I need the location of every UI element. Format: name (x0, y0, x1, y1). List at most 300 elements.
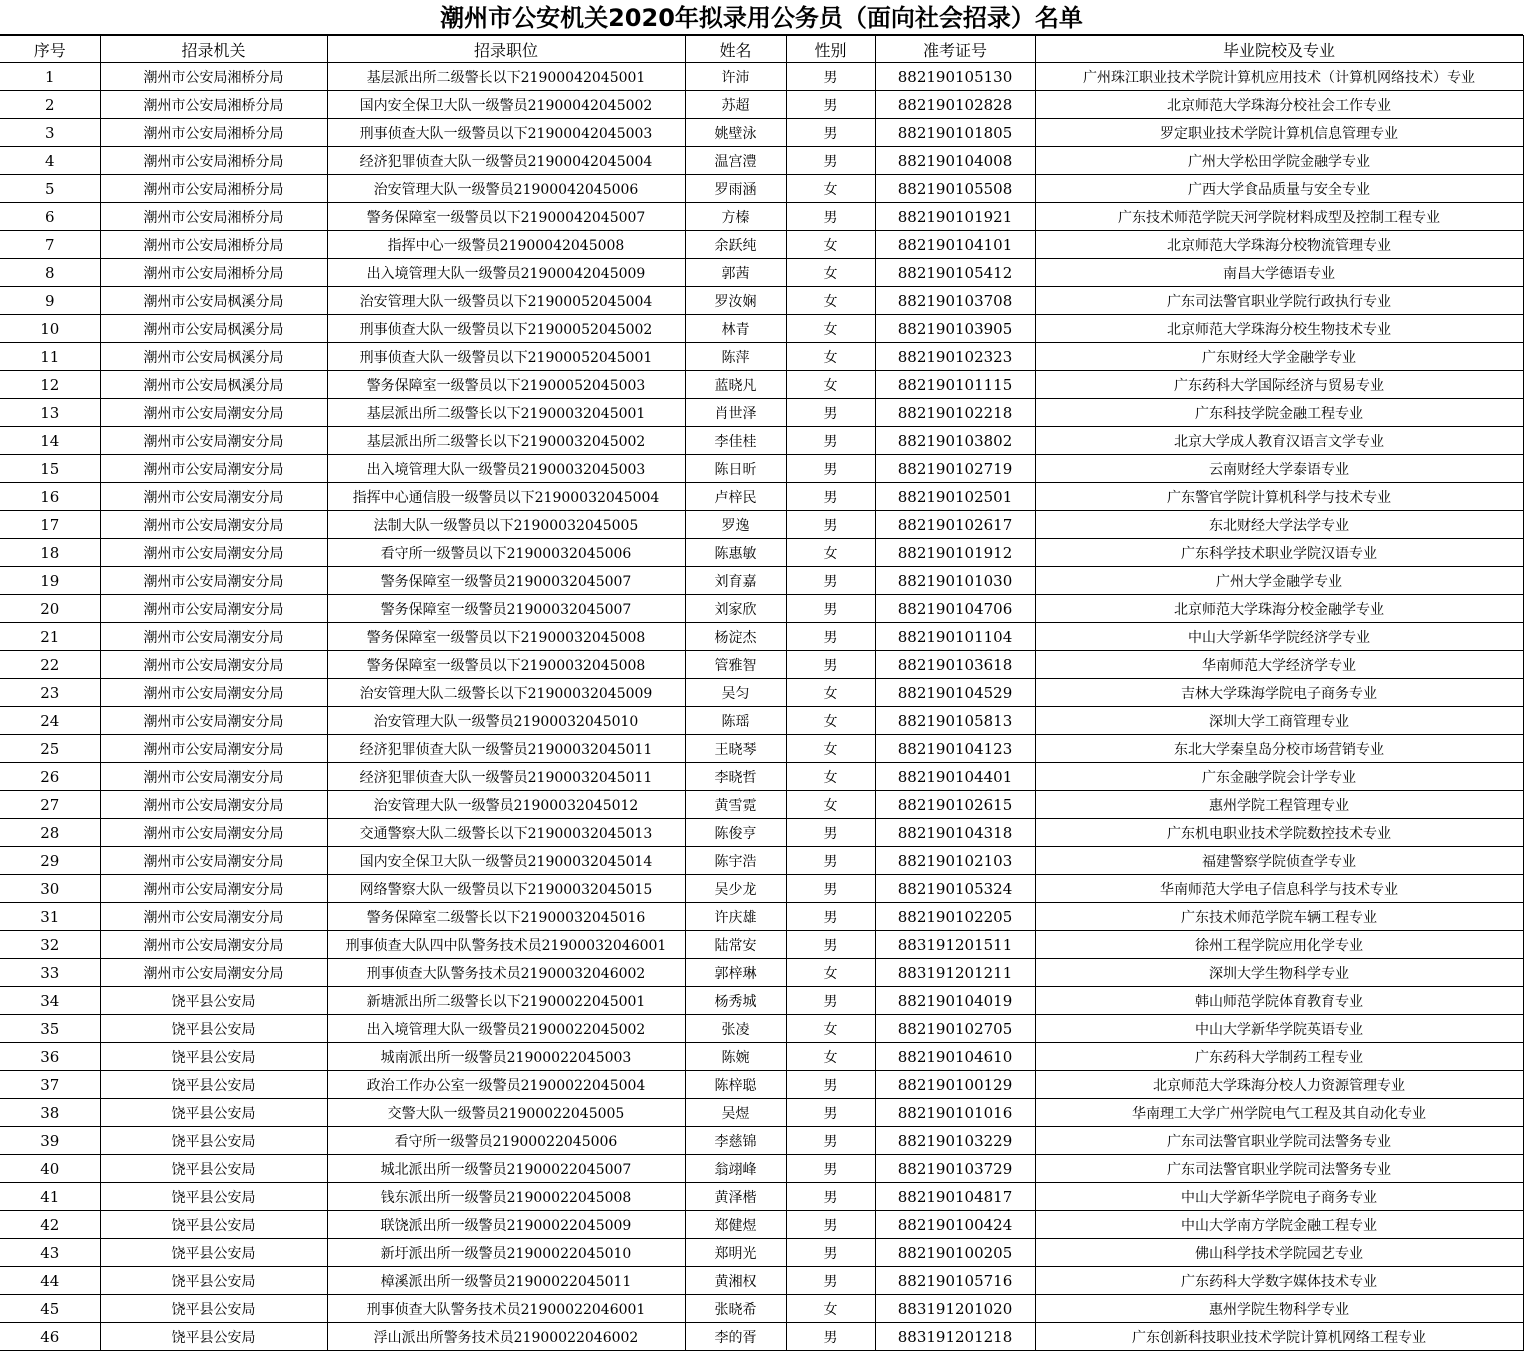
cell-position: 刑事侦查大队一级警员以下21900052045001 (327, 343, 685, 371)
candidate-table (0, 35, 1524, 1351)
cell-school-major: 广东司法警官职业学院司法警务专业 (1035, 1127, 1523, 1155)
cell-school-major: 惠州学院生物科学专业 (1035, 1295, 1523, 1323)
cell-school-major: 福建警察学院侦查学专业 (1035, 847, 1523, 875)
cell-agency: 潮州市公安局潮安分局 (100, 427, 327, 455)
cell-agency: 饶平县公安局 (100, 1099, 327, 1127)
cell-school-major: 广州大学金融学专业 (1035, 567, 1523, 595)
table-row (0, 343, 1523, 371)
table-row (0, 483, 1523, 511)
cell-gender: 男 (786, 819, 875, 847)
cell-position: 钱东派出所一级警员21900022045008 (327, 1183, 685, 1211)
cell-agency: 潮州市公安局潮安分局 (100, 763, 327, 791)
cell-school-major: 韩山师范学院体育教育专业 (1035, 987, 1523, 1015)
cell-exam-no: 882190104123 (875, 735, 1035, 763)
cell-agency: 潮州市公安局潮安分局 (100, 511, 327, 539)
page-title: 潮州市公安机关2020年拟录用公务员（面向社会招录）名单 (0, 0, 1523, 35)
cell-position: 国内安全保卫大队一级警员21900032045014 (327, 847, 685, 875)
cell-name: 林青 (685, 315, 786, 343)
cell-no: 3 (0, 119, 100, 147)
cell-school-major: 广东药科大学数字媒体技术专业 (1035, 1267, 1523, 1295)
cell-position: 治安管理大队一级警员21900032045010 (327, 707, 685, 735)
cell-exam-no: 882190105130 (875, 63, 1035, 91)
cell-gender: 女 (786, 259, 875, 287)
cell-agency: 饶平县公安局 (100, 1295, 327, 1323)
cell-no: 2 (0, 91, 100, 119)
cell-agency: 潮州市公安局潮安分局 (100, 875, 327, 903)
table-row (0, 875, 1523, 903)
cell-agency: 潮州市公安局湘桥分局 (100, 175, 327, 203)
cell-exam-no: 883191201511 (875, 931, 1035, 959)
cell-no: 1 (0, 63, 100, 91)
table-row (0, 1155, 1523, 1183)
table-row (0, 1099, 1523, 1127)
table-row (0, 819, 1523, 847)
cell-no: 31 (0, 903, 100, 931)
cell-agency: 潮州市公安局潮安分局 (100, 791, 327, 819)
cell-school-major: 罗定职业技术学院计算机信息管理专业 (1035, 119, 1523, 147)
cell-gender: 男 (786, 1127, 875, 1155)
cell-exam-no: 882190102501 (875, 483, 1035, 511)
cell-name: 黄雪霓 (685, 791, 786, 819)
cell-position: 刑事侦查大队警务技术员21900022046001 (327, 1295, 685, 1323)
cell-school-major: 中山大学新华学院经济学专业 (1035, 623, 1523, 651)
cell-no: 19 (0, 567, 100, 595)
cell-no: 4 (0, 147, 100, 175)
table-row (0, 791, 1523, 819)
cell-agency: 饶平县公安局 (100, 1211, 327, 1239)
cell-position: 看守所一级警员以下21900032045006 (327, 539, 685, 567)
cell-agency: 潮州市公安局枫溪分局 (100, 315, 327, 343)
cell-school-major: 北京师范大学珠海分校生物技术专业 (1035, 315, 1523, 343)
cell-name: 陈梓聪 (685, 1071, 786, 1099)
cell-position: 警务保障室一级警员以下21900032045008 (327, 651, 685, 679)
table-row (0, 1323, 1523, 1351)
cell-gender: 男 (786, 595, 875, 623)
cell-gender: 男 (786, 1099, 875, 1127)
cell-exam-no: 883191201211 (875, 959, 1035, 987)
table-row (0, 539, 1523, 567)
cell-gender: 女 (786, 343, 875, 371)
cell-position: 刑事侦查大队四中队警务技术员21900032046001 (327, 931, 685, 959)
cell-exam-no: 882190101921 (875, 203, 1035, 231)
cell-school-major: 广东技术师范学院车辆工程专业 (1035, 903, 1523, 931)
cell-school-major: 北京师范大学珠海分校金融学专业 (1035, 595, 1523, 623)
cell-gender: 男 (786, 987, 875, 1015)
cell-school-major: 广东警官学院计算机科学与技术专业 (1035, 483, 1523, 511)
cell-agency: 饶平县公安局 (100, 1155, 327, 1183)
cell-position: 警务保障室一级警员以下21900052045003 (327, 371, 685, 399)
cell-agency: 潮州市公安局潮安分局 (100, 959, 327, 987)
cell-position: 刑事侦查大队一级警员以下21900042045003 (327, 119, 685, 147)
table-row (0, 147, 1523, 175)
cell-position: 交通警察大队二级警长以下21900032045013 (327, 819, 685, 847)
cell-gender: 男 (786, 1071, 875, 1099)
cell-school-major: 中山大学新华学院英语专业 (1035, 1015, 1523, 1043)
cell-exam-no: 882190103708 (875, 287, 1035, 315)
cell-agency: 潮州市公安局潮安分局 (100, 931, 327, 959)
cell-agency: 饶平县公安局 (100, 1015, 327, 1043)
cell-agency: 饶平县公安局 (100, 987, 327, 1015)
header-exam-no: 准考证号 (875, 36, 1035, 63)
cell-exam-no: 882190104318 (875, 819, 1035, 847)
cell-name: 郑健煜 (685, 1211, 786, 1239)
header-school-major: 毕业院校及专业 (1035, 36, 1523, 63)
cell-position: 出入境管理大队一级警员21900032045003 (327, 455, 685, 483)
cell-position: 警务保障室一级警员21900032045007 (327, 567, 685, 595)
cell-position: 出入境管理大队一级警员21900042045009 (327, 259, 685, 287)
cell-name: 李晓哲 (685, 763, 786, 791)
cell-no: 13 (0, 399, 100, 427)
table-row (0, 735, 1523, 763)
cell-name: 杨淀杰 (685, 623, 786, 651)
cell-school-major: 广东科学技术职业学院汉语专业 (1035, 539, 1523, 567)
table-row (0, 1239, 1523, 1267)
cell-agency: 潮州市公安局枫溪分局 (100, 371, 327, 399)
cell-no: 33 (0, 959, 100, 987)
cell-no: 18 (0, 539, 100, 567)
cell-agency: 潮州市公安局潮安分局 (100, 539, 327, 567)
table-row (0, 231, 1523, 259)
cell-school-major: 徐州工程学院应用化学专业 (1035, 931, 1523, 959)
cell-exam-no: 882190102103 (875, 847, 1035, 875)
cell-school-major: 深圳大学生物科学专业 (1035, 959, 1523, 987)
cell-agency: 饶平县公安局 (100, 1043, 327, 1071)
cell-exam-no: 882190104008 (875, 147, 1035, 175)
cell-position: 联饶派出所一级警员21900022045009 (327, 1211, 685, 1239)
cell-no: 27 (0, 791, 100, 819)
cell-gender: 男 (786, 147, 875, 175)
table-row (0, 287, 1523, 315)
cell-name: 王晓琴 (685, 735, 786, 763)
cell-school-major: 南昌大学德语专业 (1035, 259, 1523, 287)
cell-no: 28 (0, 819, 100, 847)
cell-agency: 潮州市公安局潮安分局 (100, 567, 327, 595)
cell-name: 吴少龙 (685, 875, 786, 903)
table-row (0, 315, 1523, 343)
table-row (0, 987, 1523, 1015)
cell-exam-no: 882190103729 (875, 1155, 1035, 1183)
cell-exam-no: 882190101030 (875, 567, 1035, 595)
cell-school-major: 东北财经大学法学专业 (1035, 511, 1523, 539)
table-row (0, 1015, 1523, 1043)
cell-name: 肖世泽 (685, 399, 786, 427)
table-row (0, 1127, 1523, 1155)
cell-position: 指挥中心一级警员21900042045008 (327, 231, 685, 259)
cell-position: 经济犯罪侦查大队一级警员21900042045004 (327, 147, 685, 175)
cell-name: 黄泽楷 (685, 1183, 786, 1211)
cell-agency: 潮州市公安局潮安分局 (100, 707, 327, 735)
cell-exam-no: 882190102828 (875, 91, 1035, 119)
cell-no: 14 (0, 427, 100, 455)
cell-exam-no: 882190102705 (875, 1015, 1035, 1043)
cell-gender: 女 (786, 679, 875, 707)
cell-exam-no: 882190103905 (875, 315, 1035, 343)
header-position: 招录职位 (327, 36, 685, 63)
cell-exam-no: 882190101104 (875, 623, 1035, 651)
cell-position: 警务保障室一级警员21900032045007 (327, 595, 685, 623)
cell-gender: 男 (786, 931, 875, 959)
cell-exam-no: 882190104401 (875, 763, 1035, 791)
table-row (0, 511, 1523, 539)
cell-name: 温宫澧 (685, 147, 786, 175)
cell-position: 城北派出所一级警员21900022045007 (327, 1155, 685, 1183)
cell-no: 41 (0, 1183, 100, 1211)
cell-name: 吴煜 (685, 1099, 786, 1127)
cell-no: 43 (0, 1239, 100, 1267)
cell-no: 17 (0, 511, 100, 539)
cell-exam-no: 882190105508 (875, 175, 1035, 203)
cell-no: 29 (0, 847, 100, 875)
cell-agency: 潮州市公安局湘桥分局 (100, 63, 327, 91)
cell-agency: 潮州市公安局潮安分局 (100, 847, 327, 875)
cell-no: 35 (0, 1015, 100, 1043)
cell-no: 32 (0, 931, 100, 959)
cell-no: 45 (0, 1295, 100, 1323)
cell-agency: 潮州市公安局潮安分局 (100, 819, 327, 847)
cell-agency: 潮州市公安局潮安分局 (100, 483, 327, 511)
cell-gender: 女 (786, 315, 875, 343)
cell-name: 刘家欣 (685, 595, 786, 623)
cell-gender: 男 (786, 1239, 875, 1267)
table-row (0, 959, 1523, 987)
cell-agency: 潮州市公安局湘桥分局 (100, 147, 327, 175)
cell-no: 23 (0, 679, 100, 707)
cell-name: 郭茜 (685, 259, 786, 287)
header-row (0, 36, 1523, 63)
cell-name: 陈宇浩 (685, 847, 786, 875)
cell-gender: 女 (786, 1043, 875, 1071)
cell-exam-no: 882190100424 (875, 1211, 1035, 1239)
table-row (0, 623, 1523, 651)
cell-gender: 男 (786, 511, 875, 539)
cell-school-major: 华南理工大学广州学院电气工程及其自动化专业 (1035, 1099, 1523, 1127)
cell-name: 李的胥 (685, 1323, 786, 1351)
cell-name: 许沛 (685, 63, 786, 91)
cell-position: 经济犯罪侦查大队一级警员21900032045011 (327, 735, 685, 763)
table-row (0, 371, 1523, 399)
table-row (0, 567, 1523, 595)
cell-no: 12 (0, 371, 100, 399)
cell-no: 6 (0, 203, 100, 231)
cell-exam-no: 882190101805 (875, 119, 1035, 147)
cell-position: 新圩派出所一级警员21900022045010 (327, 1239, 685, 1267)
cell-no: 37 (0, 1071, 100, 1099)
table-row (0, 1267, 1523, 1295)
cell-exam-no: 882190104101 (875, 231, 1035, 259)
table-row (0, 651, 1523, 679)
cell-gender: 女 (786, 959, 875, 987)
cell-name: 陈萍 (685, 343, 786, 371)
cell-name: 郑明光 (685, 1239, 786, 1267)
cell-no: 20 (0, 595, 100, 623)
cell-position: 指挥中心通信股一级警员以下21900032045004 (327, 483, 685, 511)
cell-exam-no: 883191201020 (875, 1295, 1035, 1323)
cell-exam-no: 882190101912 (875, 539, 1035, 567)
cell-name: 黄湘权 (685, 1267, 786, 1295)
table-row (0, 595, 1523, 623)
cell-exam-no: 882190104706 (875, 595, 1035, 623)
cell-gender: 男 (786, 847, 875, 875)
cell-name: 方榛 (685, 203, 786, 231)
cell-position: 基层派出所二级警长以下21900032045002 (327, 427, 685, 455)
table-body (0, 63, 1523, 1351)
cell-no: 10 (0, 315, 100, 343)
cell-gender: 女 (786, 1015, 875, 1043)
cell-gender: 男 (786, 1323, 875, 1351)
table-row (0, 91, 1523, 119)
table-row (0, 175, 1523, 203)
cell-no: 30 (0, 875, 100, 903)
cell-agency: 饶平县公安局 (100, 1239, 327, 1267)
cell-school-major: 华南师范大学经济学专业 (1035, 651, 1523, 679)
cell-exam-no: 882190102218 (875, 399, 1035, 427)
cell-position: 网络警察大队一级警员以下21900032045015 (327, 875, 685, 903)
cell-position: 国内安全保卫大队一级警员21900042045002 (327, 91, 685, 119)
cell-school-major: 吉林大学珠海学院电子商务专业 (1035, 679, 1523, 707)
cell-gender: 男 (786, 875, 875, 903)
cell-position: 看守所一级警员21900022045006 (327, 1127, 685, 1155)
cell-name: 管雅智 (685, 651, 786, 679)
cell-agency: 潮州市公安局湘桥分局 (100, 119, 327, 147)
cell-school-major: 广东药科大学制药工程专业 (1035, 1043, 1523, 1071)
cell-exam-no: 882190101115 (875, 371, 1035, 399)
cell-agency: 潮州市公安局潮安分局 (100, 455, 327, 483)
cell-agency: 潮州市公安局潮安分局 (100, 399, 327, 427)
cell-agency: 潮州市公安局湘桥分局 (100, 91, 327, 119)
table-row (0, 455, 1523, 483)
cell-school-major: 广东药科大学国际经济与贸易专业 (1035, 371, 1523, 399)
cell-name: 翁翊峰 (685, 1155, 786, 1183)
cell-no: 36 (0, 1043, 100, 1071)
cell-exam-no: 882190100205 (875, 1239, 1035, 1267)
cell-no: 16 (0, 483, 100, 511)
cell-no: 22 (0, 651, 100, 679)
cell-name: 罗汝娴 (685, 287, 786, 315)
cell-gender: 女 (786, 371, 875, 399)
cell-position: 经济犯罪侦查大队一级警员21900032045011 (327, 763, 685, 791)
cell-exam-no: 882190102205 (875, 903, 1035, 931)
cell-gender: 男 (786, 1155, 875, 1183)
cell-exam-no: 882190101016 (875, 1099, 1035, 1127)
cell-exam-no: 882190104019 (875, 987, 1035, 1015)
cell-gender: 男 (786, 427, 875, 455)
header-no: 序号 (0, 36, 100, 63)
cell-agency: 潮州市公安局枫溪分局 (100, 343, 327, 371)
header-name: 姓名 (685, 36, 786, 63)
cell-school-major: 北京师范大学珠海分校人力资源管理专业 (1035, 1071, 1523, 1099)
cell-school-major: 广西大学食品质量与安全专业 (1035, 175, 1523, 203)
cell-no: 42 (0, 1211, 100, 1239)
cell-no: 46 (0, 1323, 100, 1351)
cell-name: 陈俊亨 (685, 819, 786, 847)
cell-gender: 女 (786, 287, 875, 315)
cell-agency: 饶平县公安局 (100, 1267, 327, 1295)
cell-agency: 饶平县公安局 (100, 1071, 327, 1099)
cell-name: 李慈锦 (685, 1127, 786, 1155)
cell-gender: 女 (786, 791, 875, 819)
cell-no: 34 (0, 987, 100, 1015)
cell-position: 治安管理大队一级警员21900032045012 (327, 791, 685, 819)
table-row (0, 399, 1523, 427)
cell-gender: 男 (786, 903, 875, 931)
table-row (0, 763, 1523, 791)
cell-name: 陈日昕 (685, 455, 786, 483)
cell-position: 浮山派出所警务技术员21900022046002 (327, 1323, 685, 1351)
table-row (0, 931, 1523, 959)
cell-agency: 潮州市公安局潮安分局 (100, 679, 327, 707)
cell-gender: 女 (786, 707, 875, 735)
cell-gender: 男 (786, 1267, 875, 1295)
cell-name: 罗雨涵 (685, 175, 786, 203)
cell-no: 5 (0, 175, 100, 203)
cell-gender: 男 (786, 399, 875, 427)
cell-school-major: 深圳大学工商管理专业 (1035, 707, 1523, 735)
cell-exam-no: 882190103802 (875, 427, 1035, 455)
cell-exam-no: 882190105716 (875, 1267, 1035, 1295)
cell-agency: 潮州市公安局潮安分局 (100, 595, 327, 623)
cell-no: 44 (0, 1267, 100, 1295)
cell-gender: 男 (786, 119, 875, 147)
cell-no: 7 (0, 231, 100, 259)
cell-position: 警务保障室一级警员以下21900032045008 (327, 623, 685, 651)
cell-no: 9 (0, 287, 100, 315)
cell-school-major: 广东技术师范学院天河学院材料成型及控制工程专业 (1035, 203, 1523, 231)
cell-position: 警务保障室二级警长以下21900032045016 (327, 903, 685, 931)
cell-position: 治安管理大队一级警员以下21900052045004 (327, 287, 685, 315)
cell-name: 罗逸 (685, 511, 786, 539)
cell-agency: 饶平县公安局 (100, 1183, 327, 1211)
cell-no: 26 (0, 763, 100, 791)
cell-school-major: 佛山科学技术学院园艺专业 (1035, 1239, 1523, 1267)
cell-agency: 潮州市公安局湘桥分局 (100, 231, 327, 259)
cell-position: 刑事侦查大队一级警员以下21900052045002 (327, 315, 685, 343)
cell-no: 11 (0, 343, 100, 371)
cell-gender: 女 (786, 763, 875, 791)
cell-no: 25 (0, 735, 100, 763)
table-row (0, 903, 1523, 931)
table-row (0, 847, 1523, 875)
cell-school-major: 广州珠江职业技术学院计算机应用技术（计算机网络技术）专业 (1035, 63, 1523, 91)
cell-name: 余跃纯 (685, 231, 786, 259)
cell-name: 张凌 (685, 1015, 786, 1043)
cell-agency: 饶平县公安局 (100, 1323, 327, 1351)
cell-exam-no: 882190105412 (875, 259, 1035, 287)
cell-name: 陈惠敏 (685, 539, 786, 567)
cell-school-major: 北京大学成人教育汉语言文学专业 (1035, 427, 1523, 455)
cell-agency: 潮州市公安局潮安分局 (100, 623, 327, 651)
cell-exam-no: 882190100129 (875, 1071, 1035, 1099)
cell-school-major: 广东司法警官职业学院司法警务专业 (1035, 1155, 1523, 1183)
cell-name: 许庆雄 (685, 903, 786, 931)
cell-school-major: 中山大学新华学院电子商务专业 (1035, 1183, 1523, 1211)
cell-exam-no: 882190103618 (875, 651, 1035, 679)
cell-exam-no: 882190105813 (875, 707, 1035, 735)
cell-gender: 男 (786, 623, 875, 651)
header-agency: 招录机关 (100, 36, 327, 63)
header-gender: 性别 (786, 36, 875, 63)
cell-exam-no: 882190102617 (875, 511, 1035, 539)
table-row (0, 1043, 1523, 1071)
cell-school-major: 广东司法警官职业学院行政执行专业 (1035, 287, 1523, 315)
cell-position: 刑事侦查大队警务技术员21900032046002 (327, 959, 685, 987)
cell-name: 卢梓民 (685, 483, 786, 511)
cell-name: 苏超 (685, 91, 786, 119)
cell-gender: 男 (786, 63, 875, 91)
cell-gender: 男 (786, 567, 875, 595)
cell-school-major: 广东科技学院金融工程专业 (1035, 399, 1523, 427)
cell-no: 38 (0, 1099, 100, 1127)
cell-gender: 男 (786, 203, 875, 231)
